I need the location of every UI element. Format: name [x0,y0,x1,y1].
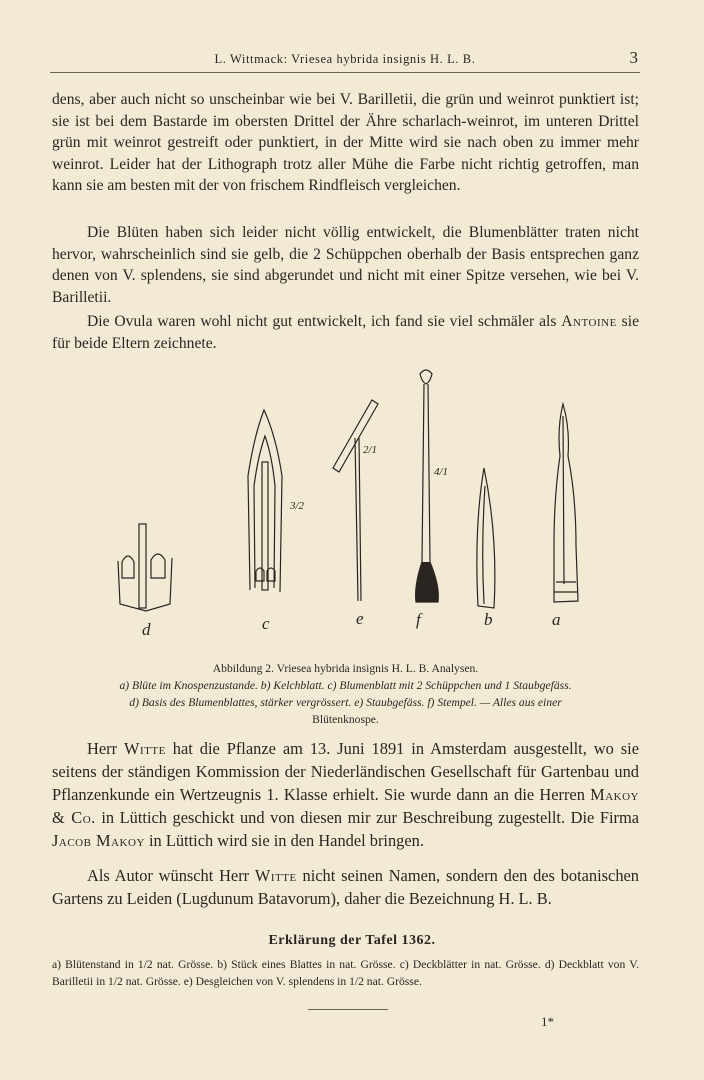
figure-caption [52,660,639,728]
paragraph-3-text [52,311,639,354]
caption-line-4: Blütenknospe. [312,713,379,726]
signature-mark: 1* [541,1014,554,1029]
scale-label-e: 2/1 [363,444,378,456]
figure-label-a: a [552,610,561,629]
scale-label-f: 4/1 [434,466,449,478]
figure-f-pistil [416,370,439,602]
scale-label-c: 3/2 [290,500,305,512]
paragraph-1 [52,89,639,197]
figure-label-d: d [142,620,151,639]
figure-a-bud [554,404,578,602]
plate-explanation-title: Erklärung der Tafel 1362. [268,933,436,948]
figure-analysen [108,366,598,639]
figure-label-e: e [356,609,364,628]
paragraph-3 [52,311,639,354]
figure-c-petal [248,410,282,592]
paragraph-5 [52,864,639,910]
paragraph-4 [52,737,639,852]
name-makoy: Makoy & Co. [52,785,639,827]
paragraph-1-text: dens, aber auch nicht so unscheinbar wie bei V. Barilletii, die grün und weinrot punktiert ist; sie ist bei dem Bastarde im obersten Drittel der Ähre scharlach-weinrot, im unteren Drittel grün mit weinrot gestreift oder punktiert, in der Mitte wird sie nach oben zu immer mehr weinrot. Leider hat der Lithograph trotz aller Mühe die Farbe nicht richtig getroffen, man kann sie am besten mit der von frischem Rindfleisch vergleichen. [52,91,639,194]
name-witte-2: Witte [254,866,297,885]
caption-line-3: d) Basis des Blumenblattes, stärker vergrössert. e) Staubgefäss. f) Stempel. — Alles aus einer [129,696,562,709]
paragraph-3-part-a: Die Ovula waren wohl nicht gut entwickelt, ich fand sie viel schmäler als [87,313,562,330]
figure-b-sepal [477,468,495,608]
paragraph-4-text [52,737,639,852]
figure-label-c: c [262,614,270,633]
author-name-antoine: Antoine [561,313,617,330]
name-jacob-makoy: Jacob Makoy [52,831,145,850]
page-header [50,48,640,73]
paragraph-2-text: Die Blüten haben sich leider nicht völlig entwickelt, die Blumenblätter traten nicht hervor, wahrscheinlich sind sie gelb, die 2 Schüppchen oberhalb der Basis entsprechen ganz denen von V. splendens, sie sind abgerundet und nicht mit einer Spitze versehen, wie bei V. Barilletii. [52,224,639,306]
paragraph-4-part-c: in Lüttich geschickt und von diesen mir zur Beschreibung zugestellt. Die Firma [95,808,639,827]
caption-line-2: a) Blüte im Knospenzustande. b) Kelchblatt. c) Blumenblatt mit 2 Schüppchen und 1 Staubgefäss. [119,679,572,692]
paragraph-4-part-b: hat die Pflanze am 13. Juni 1891 in Amsterdam ausgestellt, wo sie seitens der ständigen Kommission der Niederländischen Gesellschaft für Gartenbau und Pflanzenkunde ein Wertzeugnis 1. Klasse erhielt. Sie wurde dann an die Herren [52,739,639,804]
name-witte: Witte [124,739,166,758]
paragraph-2 [52,222,639,308]
caption-line-1: Abbildung 2. Vriesea hybrida insignis H. L. B. Analysen. [212,662,479,675]
paragraph-4-part-d: in Lüttich wird sie in den Handel bringen. [144,831,424,850]
figure-d-flower-base [118,524,172,611]
plate-explanation-text: a) Blütenstand in 1/2 nat. Grösse. b) Stück eines Blattes in nat. Grösse. c) Deckblätter in nat. Grösse. d) Deckblatt von V. Barilletii in 1/2 nat. Grösse. e) Desgleichen von V. splendens in 1/2 nat. Grösse. [52,958,639,988]
figure-e-stamen [333,400,378,601]
paragraph-5-part-b: nicht seinen Namen, sondern den des botanischen Gartens zu Leiden (Lugdunum Batavorum), daher die Bezeichnung H. L. B. [52,866,639,908]
figure-drawing [108,366,598,634]
paragraph-5-part-a: Als Autor wünscht Herr [87,866,255,885]
page-number: 3 [629,48,638,67]
figure-label-f: f [416,610,421,629]
footer-rule [308,1009,388,1010]
running-title: L. Wittmack: Vriesea hybrida insignis H. L. B. [214,52,476,66]
paragraph-4-part-a: Herr [87,739,124,758]
paragraph-3-part-b: sie für beide Eltern zeichnete. [52,313,639,352]
paragraph-5-text [52,864,639,910]
figure-label-b: b [484,610,493,629]
